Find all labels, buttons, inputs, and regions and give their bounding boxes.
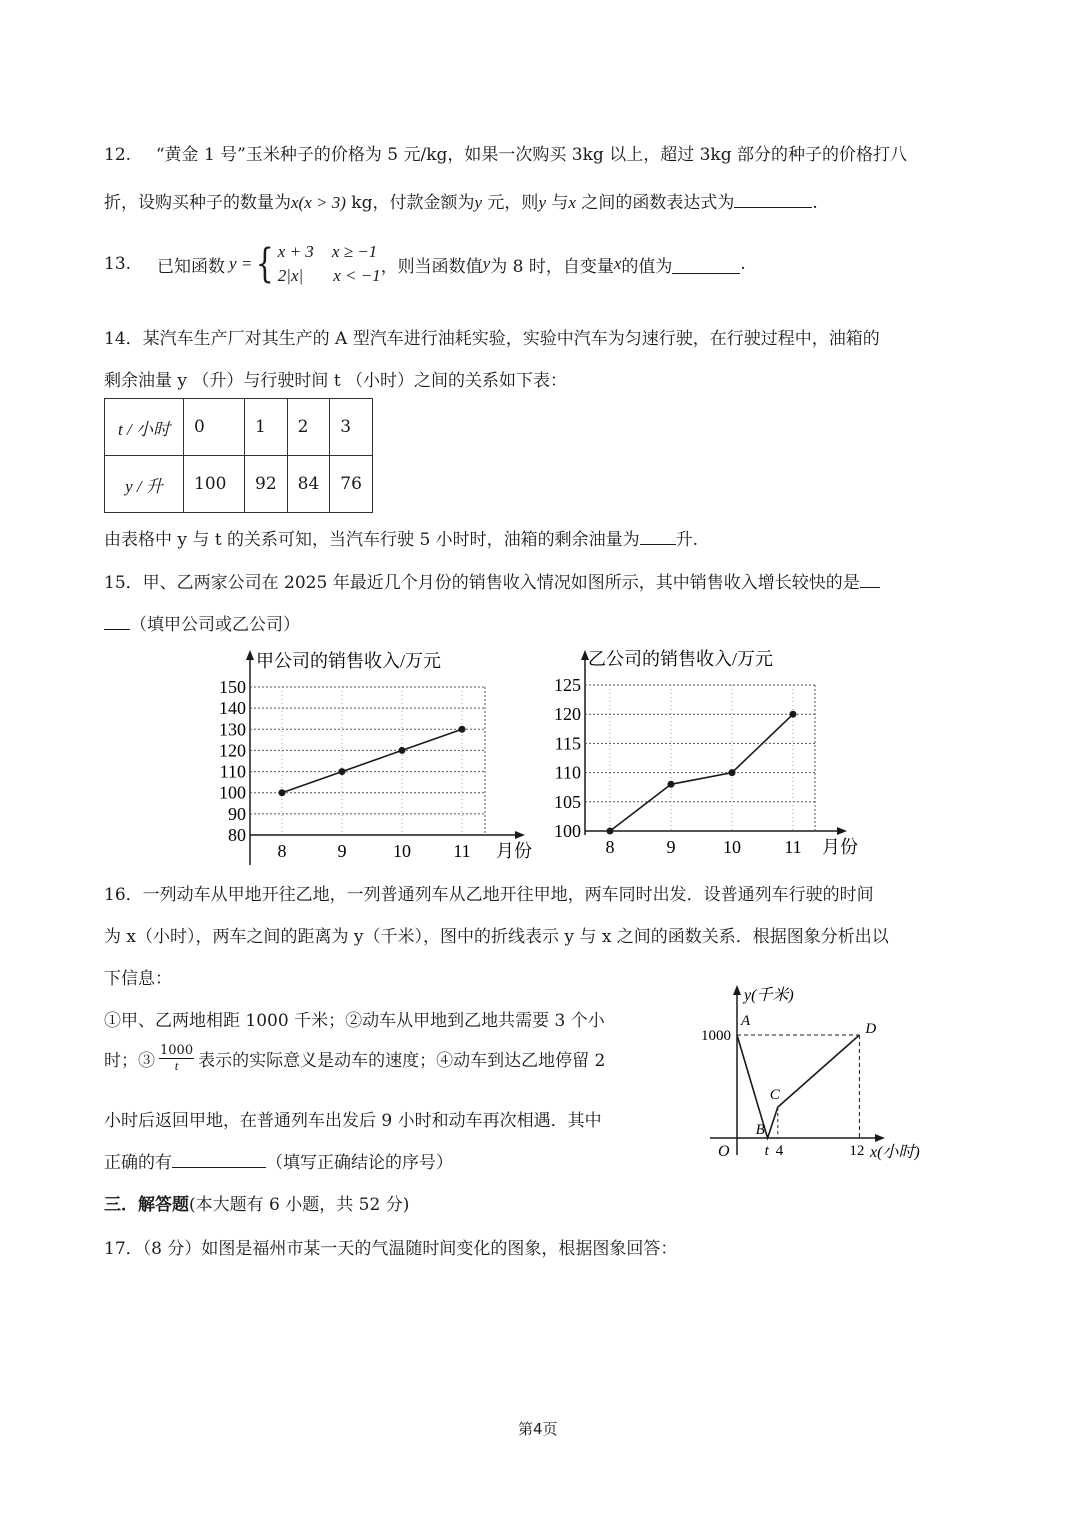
y-axis-label: y(千米) [744,987,794,1004]
x-axis-label: x(小时) [870,1144,920,1161]
chart-jia [200,645,540,865]
q14-table-wrap [104,398,373,513]
q15-line1: 15．甲、乙两家公司在 2025 年最近几个月份的销售收入情况如图所示，其中销售收入增长较快的是 [104,568,880,593]
table-cell: 1 [245,399,288,456]
data-point [668,781,675,788]
chart-title: 乙公司的销售收入/万元 [588,649,773,669]
table-cell: 100 [184,456,245,513]
table-cell: 2 [287,399,330,456]
q16-line1: 16．一列动车从甲地开往乙地，一列普通列车从乙地开往甲地，两车同时出发．设普通列车行驶的时间 [104,885,874,905]
table-cell: t / 小时 [105,399,184,456]
q12-text1: “黄金 1 号”玉米种子的价格为 5 元/kg，如果一次购买 3kg 以上，超过 3kg 部分的种子的价格打八 [155,145,908,165]
y-tick-label: 100 [554,821,581,841]
q16-line7: 正确的有 （填写正确结论的序号） [104,1148,453,1173]
page-number: 第4页 [518,1420,558,1438]
x-axis-label: 月份 [496,841,532,861]
q16-line4: ①甲、乙两地相距 1000 千米；②动车从甲地到乙地共需要 3 个小 [104,1011,605,1031]
x-tick-label: 9 [666,837,676,857]
x-tick-label: 11 [453,841,471,861]
data-point [607,828,614,835]
y-tick-label: 125 [554,675,581,695]
y-axis-arrow-icon [733,985,741,995]
chart-distance-time [690,980,950,1170]
q12-var-x: x(x > 3) [291,193,346,212]
answer-blank-q16[interactable] [172,1149,266,1168]
y-tick-label: 130 [219,719,246,740]
answer-blank-q15-cont [104,611,130,630]
x-tick-label: 8 [277,841,287,861]
q12-line1 [104,140,907,165]
q16-line3: 下信息： [104,969,172,989]
q16-line6: 小时后返回甲地，在普通列车出发后 9 小时和动车再次相遇．其中 [104,1111,602,1131]
y-tick-label: 100 [219,782,246,803]
section-3-title: 三．解答题 [104,1195,189,1215]
x-tick-label: 10 [723,837,741,857]
y-axis-arrow-icon [246,650,254,660]
data-point [459,726,466,733]
q14-after: 由表格中 y 与 t 的关系可知，当汽车行驶 5 小时时，油箱的剩余油量为 升. [104,525,698,550]
answer-blank-q12[interactable] [734,189,812,208]
q14-line2: 剩余油量 y （升）与行驶时间 t （小时）之间的关系如下表： [104,371,568,391]
chart-title: 甲公司的销售收入/万元 [256,651,441,671]
table-row [105,399,373,456]
x-tick-label: 11 [784,837,802,857]
answer-blank-q15[interactable] [860,569,880,588]
chart-yi [540,645,870,865]
q14-table [104,398,373,513]
x-tick-label: 9 [337,841,347,861]
table-cell: 76 [330,456,373,513]
y-tick-label: 1000 [701,1028,731,1044]
y-tick-label: 150 [219,677,246,697]
y-tick-label: 115 [554,733,581,754]
answer-blank-q14[interactable] [640,526,676,545]
point-label-c: C [769,1087,780,1104]
y-tick-label: 110 [219,761,246,782]
table-cell: 84 [287,456,330,513]
data-point [279,789,286,796]
x-tick-label: 8 [605,837,615,857]
point-label-b: B [755,1122,765,1138]
table-cell: 3 [330,399,373,456]
q12-line2: 折，设购买种子的数量为x(x > 3) kg，付款金额为y 元，则y 与x 之间的函数表达式为 . [104,188,818,213]
q16-line5: 时；③ $\frac{1000}{t}$ 表示的实际意义是动车的速度；④动车到达乙地停留 2 [104,1043,606,1073]
y-tick-label: 105 [554,791,581,812]
y-tick-label: 120 [554,704,581,725]
data-point [729,769,736,776]
x-axis-arrow-icon [875,1134,885,1142]
q13-number: 13. [104,254,132,274]
piecewise-function: x + 3 x ≥ −1 2|x| x < −1 [277,242,381,285]
table-cell: 92 [245,456,288,513]
data-point [790,711,797,718]
q13-line: 13. 已知函数 y = { x + 3 x ≥ −1 2|x| x < −1 ，则当函数值 y 为 8 时，自变量 x 的值为 . [104,241,746,287]
x-axis-label: 月份 [822,837,858,857]
y-tick-label: 110 [554,762,581,783]
y-tick-label: 140 [219,698,246,719]
point-label-d: D [865,1021,877,1037]
table-cell: 0 [184,399,245,456]
table-row [105,456,373,513]
data-point [339,768,346,775]
q15-line2: （填甲公司或乙公司） [104,610,300,635]
q12-number: 12. [104,145,132,165]
x-tick-label: 12 [849,1143,865,1159]
origin-label: O [718,1143,730,1160]
y-tick-label: 90 [228,803,246,824]
section-3-note: (本大题有 6 小题，共 52 分) [189,1195,410,1215]
x-tick-label: 10 [393,841,411,861]
point-label-a: A [741,1013,751,1029]
section-3-heading [104,1190,409,1215]
x-tick-label: 4 [775,1143,784,1159]
piecewise-brace: { [256,241,274,287]
q14-line1: 14．某汽车生产厂对其生产的 A 型汽车进行油耗实验，实验中汽车为匀速行驶，在行驶过程中，油箱的 [104,329,880,349]
x-axis-arrow-icon [837,827,847,835]
data-point [399,747,406,754]
y-tick-label: 80 [228,825,246,845]
series-line [282,729,462,792]
q16-line2: 为 x（小时），两车之间的距离为 y（千米），图中的折线表示 y 与 x 之间的函数关系．根据图象分析出以 [104,927,889,947]
fraction-1000-over-t: $\frac{1000}{t}$ [160,1043,194,1073]
y-tick-label: 120 [219,740,246,761]
answer-blank-q13[interactable] [672,255,740,274]
x-axis-arrow-icon [515,831,525,839]
q17-line: 17．（8 分）如图是福州市某一天的气温随时间变化的图象，根据图象回答： [104,1239,678,1259]
table-cell: y / 升 [105,456,184,513]
x-tick-label: t [764,1143,769,1159]
